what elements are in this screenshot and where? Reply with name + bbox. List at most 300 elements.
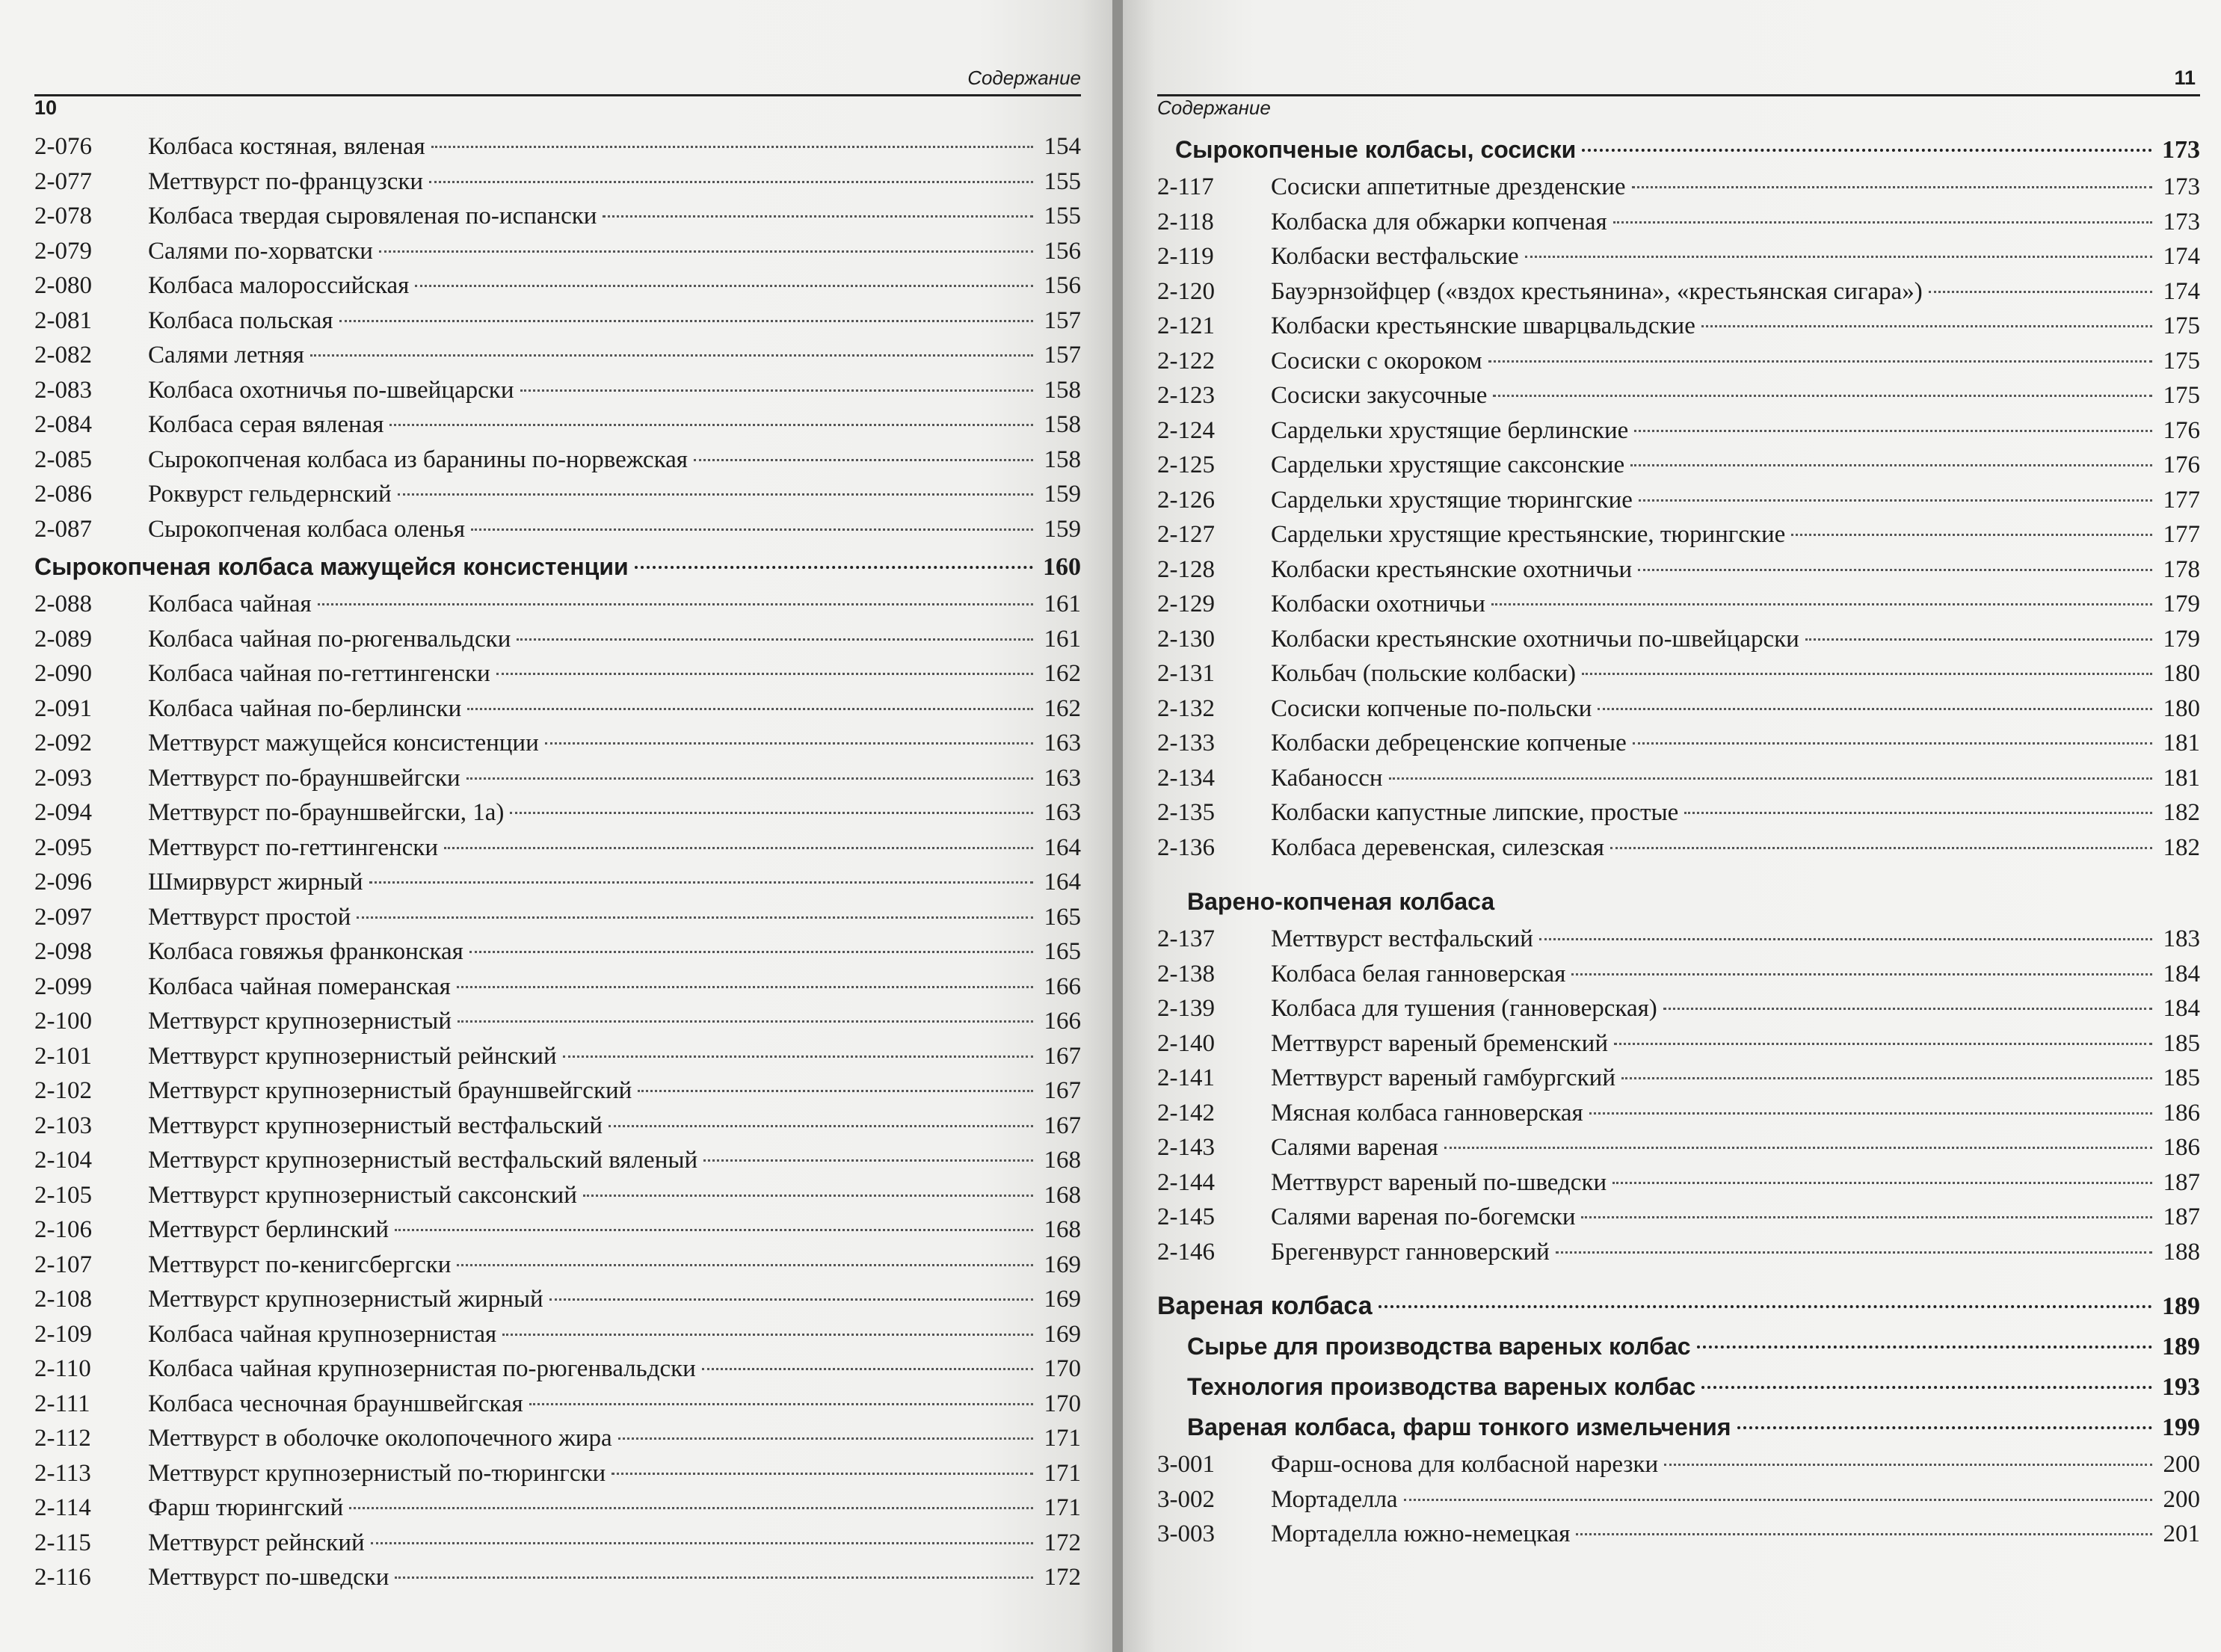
entry-code: 2-145 — [1157, 1203, 1215, 1230]
leader-dots — [469, 950, 1033, 953]
entry-name: Колбаса твердая сыровяленая по-испански — [148, 203, 597, 229]
entry-page: 162 — [1044, 694, 1081, 722]
entry-page: 155 — [1044, 167, 1081, 195]
toc-entry — [34, 1073, 1081, 1109]
entry-code: 3-002 — [1157, 1485, 1215, 1513]
toc-entry — [34, 373, 1081, 408]
toc-entry — [34, 691, 1081, 727]
toc-entry — [34, 407, 1081, 443]
entry-code: 2-098 — [34, 938, 92, 965]
leader-dots — [1379, 1304, 2152, 1308]
entry-page: 186 — [2163, 1099, 2200, 1126]
entry-page: 167 — [1044, 1077, 1081, 1104]
leader-dots — [510, 811, 1033, 814]
leader-dots — [389, 423, 1033, 426]
entry-page: 159 — [1044, 481, 1081, 508]
toc-entry — [34, 1317, 1081, 1352]
entry-name: Колбаски охотничьи — [1271, 591, 1485, 617]
entry-code: 2-110 — [34, 1355, 91, 1382]
leader-dots — [1488, 360, 2152, 363]
entry-code: 2-129 — [1157, 591, 1215, 617]
toc-entry — [34, 164, 1081, 200]
leader-dots — [357, 916, 1033, 919]
entry-page: 176 — [2163, 416, 2200, 444]
entry-name: Колбаса для тушения (ганноверская) — [1271, 995, 1657, 1022]
entry-name: Сосиски закусочные — [1271, 382, 1488, 409]
toc-subsection-heading — [1157, 1326, 2200, 1366]
entry-name: Сырокопченая колбаса из баранины по-норвежская — [148, 446, 688, 473]
toc-entry — [34, 865, 1081, 900]
toc-entry — [1157, 761, 2200, 796]
leader-dots — [444, 846, 1033, 849]
toc-entry — [1157, 656, 2200, 691]
entry-name: Сосиски с окороком — [1271, 347, 1482, 375]
toc-entry — [34, 1143, 1081, 1178]
entry-page: 185 — [2163, 1064, 2200, 1091]
entry-code: 2-094 — [34, 799, 92, 826]
entry-page: 175 — [2163, 312, 2200, 339]
toc-entry — [34, 129, 1081, 164]
leader-dots — [1737, 1426, 2152, 1429]
toc-entry — [1157, 205, 2200, 240]
entry-name: Колбаса охотничья по-швейцарски — [148, 376, 514, 404]
entry-name: Меттвурст по-брауншвейгски — [148, 764, 460, 792]
entry-name: Меттвурст по-кенигсбергски — [148, 1251, 452, 1278]
section-title: Варено-копченая колбаса — [1187, 888, 1495, 915]
toc-entry — [34, 934, 1081, 970]
entry-code: 2-111 — [34, 1390, 90, 1417]
leader-dots — [1929, 290, 2152, 293]
entry-page: 158 — [1044, 376, 1081, 404]
entry-page: 193 — [2162, 1373, 2200, 1401]
leader-dots — [549, 1298, 1033, 1301]
entry-code: 2-085 — [34, 446, 92, 473]
toc-entry — [34, 1248, 1081, 1283]
entry-page: 183 — [2163, 925, 2200, 952]
entry-page: 171 — [1044, 1425, 1081, 1452]
left-page-number: 10 — [34, 96, 58, 119]
leader-dots — [395, 1576, 1033, 1579]
entry-name: Колбаса деревенская, силезская — [1271, 833, 1604, 861]
leader-dots — [395, 1228, 1033, 1231]
entry-page: 154 — [1044, 133, 1081, 160]
toc-entry — [1157, 517, 2200, 552]
leader-dots — [1697, 1345, 2152, 1349]
entry-code: 2-083 — [34, 376, 92, 404]
entry-name: Салями вареная по-богемски — [1271, 1203, 1576, 1230]
toc-entry — [1157, 483, 2200, 518]
toc-section-heading — [1157, 129, 2200, 170]
leader-dots — [609, 1124, 1033, 1127]
entry-code: 2-084 — [34, 411, 92, 438]
entry-code: 2-104 — [34, 1147, 92, 1174]
toc-entry — [1157, 957, 2200, 992]
left-running-title: Содержание — [967, 67, 1081, 89]
entry-name: Колбаски крестьянские охотничьи по-швейцарски — [1271, 625, 1799, 653]
entry-page: 156 — [1044, 272, 1081, 299]
entry-name: Колбаса серая вяленая — [148, 411, 384, 438]
entry-name: Меттвурст вареный гамбургский — [1271, 1064, 1615, 1091]
entry-code: 2-126 — [1157, 486, 1215, 514]
toc-entry — [1157, 991, 2200, 1026]
entry-name: Меттвурст крупнозернистый жирный — [148, 1286, 543, 1313]
entry-page: 161 — [1044, 625, 1081, 653]
entry-name: Меттвурст крупнозернистый саксонский — [148, 1181, 577, 1209]
leader-dots — [318, 602, 1033, 605]
entry-name: Меттвурст крупнозернистый брауншвейгский — [148, 1077, 632, 1104]
entry-page: 187 — [2163, 1168, 2200, 1196]
entry-name: Меттвурст крупнозернистый вестфальский — [148, 1112, 603, 1139]
entry-page: 175 — [2163, 347, 2200, 375]
entry-code: 2-096 — [34, 869, 92, 896]
entry-name: Меттвурст крупнозернистый по-тюрингски — [148, 1459, 606, 1487]
leader-dots — [1582, 148, 2152, 152]
entry-page: 169 — [1044, 1251, 1081, 1278]
leader-dots — [1613, 221, 2152, 224]
leader-dots — [471, 528, 1033, 531]
leader-dots — [1632, 185, 2152, 188]
entry-page: 169 — [1044, 1286, 1081, 1313]
entry-page: 166 — [1044, 1008, 1081, 1035]
entry-code: 2-093 — [34, 764, 92, 792]
leader-dots — [703, 1159, 1033, 1162]
leader-dots — [369, 881, 1033, 884]
entry-code: 2-118 — [1157, 208, 1214, 235]
leader-dots — [466, 777, 1033, 780]
entry-code: 2-128 — [1157, 555, 1215, 583]
toc-entry — [1157, 1447, 2200, 1482]
entry-name: Салями по-хорватски — [148, 237, 373, 265]
entry-page: 162 — [1044, 660, 1081, 687]
toc-entry — [34, 1109, 1081, 1144]
entry-code: 2-133 — [1157, 730, 1215, 756]
entry-page: 181 — [2163, 730, 2200, 756]
toc-entry — [1157, 622, 2200, 657]
toc-entry — [34, 443, 1081, 478]
entry-name: Меттвурст простой — [148, 903, 351, 931]
entry-name: Колбаски вестфальские — [1271, 243, 1519, 270]
entry-code: 2-081 — [34, 306, 92, 334]
entry-name: Колбаски капустные липские, простые — [1271, 799, 1679, 826]
leader-dots — [502, 1333, 1033, 1336]
toc-entry — [1157, 344, 2200, 379]
toc-entry — [34, 900, 1081, 935]
entry-page: 157 — [1044, 342, 1081, 369]
entry-code: 2-105 — [34, 1181, 92, 1209]
leader-dots — [1639, 499, 2152, 502]
leader-dots — [429, 180, 1033, 183]
toc-entry — [1157, 691, 2200, 727]
entry-code: 2-097 — [34, 903, 92, 931]
toc-section-heading — [1157, 881, 2200, 922]
right-page — [1123, 0, 2221, 1652]
entry-page: 179 — [2163, 625, 2200, 653]
entry-page: 168 — [1044, 1216, 1081, 1243]
leader-dots — [1571, 973, 2152, 976]
entry-page: 182 — [2163, 799, 2200, 826]
leader-dots — [603, 215, 1033, 218]
entry-page: 169 — [1044, 1320, 1081, 1348]
entry-name: Колбаса малороссийская — [148, 272, 410, 299]
leader-dots — [1581, 1215, 2152, 1218]
toc-entry — [34, 1387, 1081, 1422]
leader-dots — [1444, 1146, 2152, 1149]
entry-page: 155 — [1044, 203, 1081, 229]
leader-dots — [379, 250, 1033, 253]
leader-dots — [1638, 568, 2152, 571]
right-running-title: Содержание — [1157, 96, 1271, 119]
subsection-title: Сырье для производства вареных колбас — [1187, 1333, 1691, 1360]
entry-code: 2-108 — [34, 1286, 92, 1313]
toc-entry — [1157, 1130, 2200, 1165]
entry-name: Сардельки хрустящие берлинские — [1271, 416, 1629, 444]
leader-dots — [339, 319, 1033, 322]
entry-page: 158 — [1044, 411, 1081, 438]
toc-entry — [1157, 448, 2200, 483]
entry-code: 2-106 — [34, 1216, 92, 1243]
entry-name: Мясная колбаса ганноверская — [1271, 1099, 1583, 1126]
leader-dots — [635, 565, 1033, 569]
toc-entry — [34, 1352, 1081, 1387]
leader-dots — [1491, 602, 2152, 605]
entry-page: 179 — [2163, 591, 2200, 617]
entry-code: 2-124 — [1157, 416, 1215, 444]
entry-page: 163 — [1044, 799, 1081, 826]
entry-name: Меттвурст по-шведски — [148, 1564, 389, 1591]
leader-dots — [702, 1367, 1033, 1370]
entry-code: 2-103 — [34, 1112, 92, 1139]
entry-page: 201 — [2163, 1520, 2200, 1547]
entry-page: 161 — [1044, 591, 1081, 617]
subsection-title: Технология производства вареных колбас — [1187, 1373, 1696, 1400]
entry-code: 2-130 — [1157, 625, 1215, 653]
entry-code: 2-136 — [1157, 833, 1215, 861]
section-title: Сырокопченая колбаса мажущейся консистенции — [34, 553, 629, 580]
entry-code: 2-076 — [34, 133, 92, 160]
leader-dots — [398, 493, 1033, 496]
entry-page: 181 — [2163, 764, 2200, 792]
entry-name: Сосиски копченые по-польски — [1271, 694, 1592, 722]
entry-name: Меттвурст крупнозернистый рейнский — [148, 1042, 557, 1070]
entry-code: 2-102 — [34, 1077, 92, 1104]
entry-page: 172 — [1044, 1529, 1081, 1556]
leader-dots — [310, 354, 1033, 357]
entry-name: Меттвурст по-брауншвейгски, 1а) — [148, 799, 505, 826]
entry-name: Колбаса чайная крупнозернистая — [148, 1320, 497, 1348]
entry-name: Колбаса говяжья франконская — [148, 938, 463, 965]
entry-page: 156 — [1044, 237, 1081, 265]
toc-entry — [1157, 1482, 2200, 1517]
entry-page: 188 — [2163, 1238, 2200, 1266]
entry-name: Сардельки хрустящие тюрингские — [1271, 486, 1633, 514]
entry-code: 2-140 — [1157, 1029, 1215, 1057]
entry-code: 2-119 — [1157, 243, 1214, 270]
leader-dots — [1634, 429, 2152, 432]
entry-code: 2-086 — [34, 481, 92, 508]
entry-page: 165 — [1044, 938, 1081, 965]
toc-entry — [34, 970, 1081, 1005]
entry-page: 168 — [1044, 1181, 1081, 1209]
entry-code: 2-114 — [34, 1494, 91, 1521]
toc-entry — [34, 656, 1081, 691]
entry-name: Роквурст гельдернский — [148, 481, 392, 508]
entry-code: 2-135 — [1157, 799, 1215, 826]
leader-dots — [1701, 324, 2152, 327]
toc-entry — [1157, 726, 2200, 761]
entry-page: 180 — [2163, 660, 2200, 687]
toc-entry — [34, 761, 1081, 796]
toc-entry — [34, 1282, 1081, 1317]
leader-dots — [1576, 1532, 2152, 1535]
entry-name: Меттвурст в оболочке околопочечного жира — [148, 1425, 612, 1452]
entry-code: 2-144 — [1157, 1168, 1215, 1196]
entry-page: 184 — [2163, 960, 2200, 987]
entry-name: Меттвурст берлинский — [148, 1216, 389, 1243]
entry-name: Колбаса белая ганноверская — [1271, 960, 1566, 987]
toc-entry — [34, 587, 1081, 622]
entry-name: Брегенвурст ганноверский — [1271, 1238, 1550, 1266]
entry-code: 2-092 — [34, 730, 92, 756]
entry-code: 2-107 — [34, 1251, 92, 1278]
entry-code: 2-090 — [34, 660, 92, 687]
entry-code: 2-134 — [1157, 764, 1215, 792]
leader-dots — [520, 389, 1034, 392]
leader-dots — [496, 672, 1033, 675]
entry-name: Фарш тюрингский — [148, 1494, 344, 1521]
subsection-title: Вареная колбаса, фарш тонкого измельчения — [1187, 1414, 1731, 1440]
leader-dots — [458, 1020, 1033, 1023]
toc-section-heading — [34, 546, 1081, 587]
entry-name: Сосиски аппетитные дрезденские — [1271, 173, 1626, 200]
leader-dots — [1404, 1498, 2152, 1501]
entry-code: 2-112 — [34, 1425, 91, 1452]
entry-name: Колбаса чайная померанская — [148, 973, 451, 1000]
left-running-header — [34, 52, 1081, 119]
leader-dots — [431, 145, 1033, 148]
leader-dots — [1633, 742, 2152, 745]
leader-dots — [371, 1541, 1033, 1544]
entry-name: Колбаска для обжарки копченая — [1271, 208, 1607, 235]
entry-code: 2-077 — [34, 167, 92, 195]
toc-entry — [34, 477, 1081, 512]
leader-dots — [618, 1437, 1033, 1440]
entry-code: 2-138 — [1157, 960, 1215, 987]
entry-name: Мортаделла — [1271, 1485, 1398, 1513]
toc-chapter-heading — [1157, 1286, 2200, 1326]
leader-dots — [1556, 1251, 2152, 1254]
entry-page: 177 — [2163, 486, 2200, 514]
entry-code: 2-079 — [34, 237, 92, 265]
toc-entry — [34, 268, 1081, 303]
entry-name: Колбаса чайная по-рюгенвальдски — [148, 625, 511, 653]
chapter-title: Вареная колбаса — [1157, 1292, 1373, 1320]
entry-name: Колбаса чайная крупнозернистая по-рюгенвальдски — [148, 1355, 696, 1382]
toc-entry — [34, 830, 1081, 866]
section-page: 173 — [2162, 136, 2200, 164]
toc-entry — [34, 199, 1081, 234]
leader-dots — [467, 707, 1033, 710]
entry-page: 163 — [1044, 764, 1081, 792]
toc-entry — [1157, 587, 2200, 622]
leader-dots — [1684, 811, 2152, 814]
entry-page: 174 — [2163, 277, 2200, 305]
toc-entry — [34, 512, 1081, 547]
entry-name: Меттвурст по-геттингенски — [148, 833, 438, 861]
leader-dots — [1525, 255, 2152, 258]
entry-page: 158 — [1044, 446, 1081, 473]
entry-name: Колбаса чайная по-берлински — [148, 694, 462, 722]
entry-code: 2-116 — [34, 1564, 91, 1591]
entry-page: 159 — [1044, 515, 1081, 543]
entry-name: Шмирвурст жирный — [148, 869, 363, 896]
toc-entry — [34, 795, 1081, 830]
entry-code: 2-088 — [34, 591, 92, 617]
toc-entry — [34, 1212, 1081, 1248]
toc-entry — [1157, 1165, 2200, 1201]
entry-code: 2-115 — [34, 1529, 91, 1556]
toc-entry — [34, 338, 1081, 373]
entry-page: 163 — [1044, 730, 1081, 756]
leader-dots — [612, 1472, 1033, 1475]
toc-entry — [34, 1421, 1081, 1456]
entry-name: Меттвурст крупнозернистый — [148, 1008, 452, 1035]
entry-name: Колбаски крестьянские шварцвальдские — [1271, 312, 1695, 339]
toc-entry — [1157, 413, 2200, 449]
entry-code: 2-089 — [34, 625, 92, 653]
entry-page: 172 — [1044, 1564, 1081, 1591]
entry-code: 3-003 — [1157, 1520, 1215, 1547]
toc-entry — [34, 1039, 1081, 1074]
entry-page: 173 — [2163, 173, 2200, 200]
leader-dots — [1598, 707, 2152, 710]
entry-page: 200 — [2163, 1485, 2200, 1513]
entry-page: 189 — [2162, 1333, 2200, 1360]
entry-code: 2-095 — [34, 833, 92, 861]
entry-page: 180 — [2163, 694, 2200, 722]
entry-code: 2-087 — [34, 515, 92, 543]
entry-code: 2-127 — [1157, 521, 1215, 548]
leader-dots — [1664, 1463, 2152, 1466]
leader-dots — [1389, 777, 2152, 780]
leader-dots — [529, 1402, 1033, 1405]
toc-entry — [34, 726, 1081, 761]
entry-code: 2-146 — [1157, 1238, 1215, 1266]
leader-dots — [457, 985, 1033, 988]
entry-page: 187 — [2163, 1203, 2200, 1230]
entry-page: 170 — [1044, 1355, 1081, 1382]
leader-dots — [583, 1194, 1033, 1197]
leader-dots — [694, 458, 1033, 461]
leader-dots — [1621, 1076, 2152, 1079]
entry-name: Меттвурст крупнозернистый вестфальский вяленый — [148, 1147, 698, 1174]
left-toc-list — [34, 129, 1081, 1595]
entry-page: 168 — [1044, 1147, 1081, 1174]
toc-entry — [1157, 1061, 2200, 1096]
leader-dots — [1630, 463, 2152, 466]
toc-entry — [34, 1526, 1081, 1561]
entry-code: 2-117 — [1157, 173, 1214, 200]
entry-code: 2-139 — [1157, 995, 1215, 1022]
entry-code: 2-091 — [34, 694, 92, 722]
entry-page: 171 — [1044, 1494, 1081, 1521]
leader-dots — [545, 742, 1033, 745]
leader-dots — [1610, 846, 2152, 849]
chapter-page: 189 — [2162, 1292, 2200, 1320]
toc-entry — [1157, 830, 2200, 866]
entry-code: 2-080 — [34, 272, 92, 299]
leader-dots — [1589, 1112, 2152, 1115]
leader-dots — [1539, 937, 2152, 940]
